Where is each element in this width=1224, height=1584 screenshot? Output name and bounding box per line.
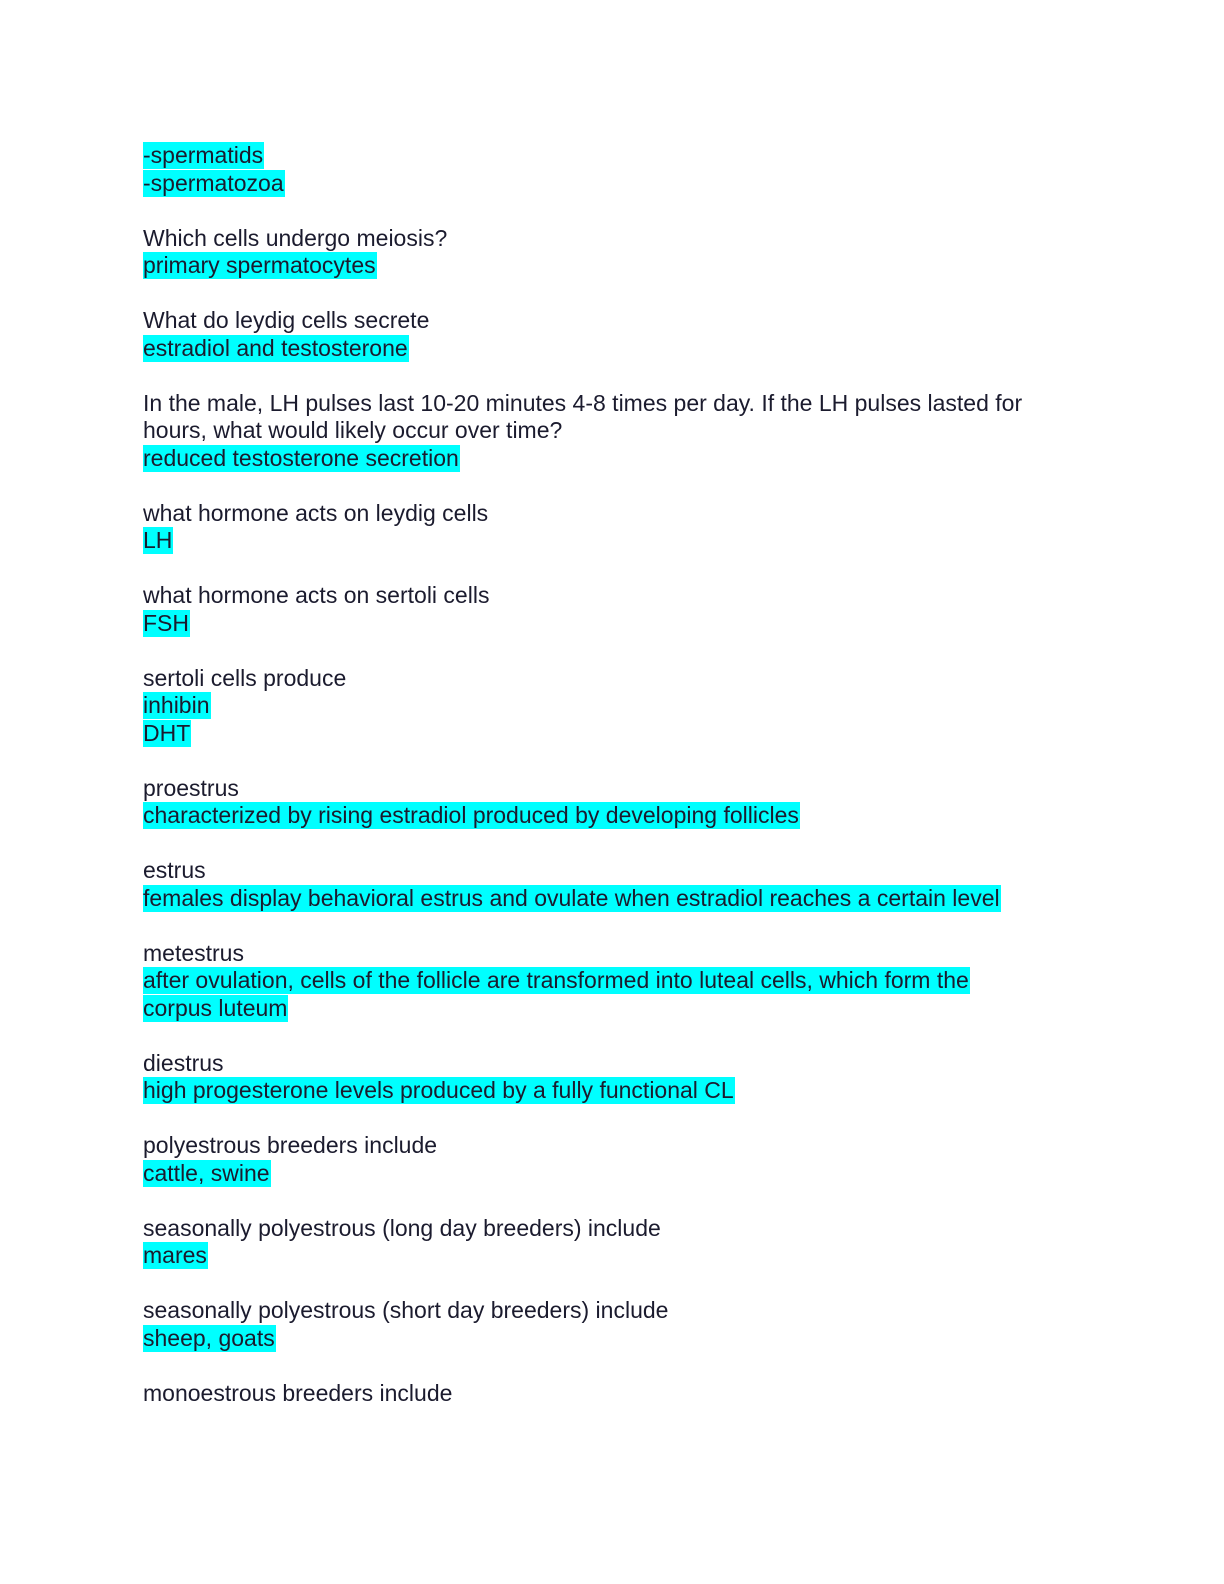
question-text: seasonally polyestrous (short day breeders) include: [143, 1297, 669, 1323]
answer-text: after ovulation, cells of the follicle are transformed into luteal cells, which form the: [143, 967, 969, 993]
answer-text: cattle, swine: [143, 1159, 270, 1186]
question-text: polyestrous breeders include: [143, 1132, 438, 1158]
answer-text: -spermatozoa: [143, 169, 284, 196]
qa-block: [143, 1297, 1083, 1352]
question-text: In the male, LH pulses last 10-20 minutes 4-8 times per day. If the LH pulses lasted for hours, what would likely occur over time?: [143, 389, 1023, 443]
qa-block: [143, 775, 1083, 830]
qa-block: [143, 500, 1083, 555]
qa-block: [143, 665, 1083, 748]
qa-block: [143, 1050, 1083, 1105]
qa-block: [143, 857, 1083, 912]
question-text: what hormone acts on sertoli cells: [143, 582, 490, 608]
question-text: Which cells undergo meiosis?: [143, 224, 448, 251]
answer-text: DHT: [143, 719, 191, 746]
answer-text: inhibin: [143, 692, 210, 718]
question-text: proestrus: [143, 774, 239, 801]
question-text: estrus: [143, 857, 206, 883]
question-text: diestrus: [143, 1049, 224, 1076]
question-text: metestrus: [143, 939, 244, 966]
answer-text: corpus luteum: [143, 994, 288, 1021]
answer-text: mares: [143, 1242, 207, 1268]
answer-text: FSH: [143, 609, 189, 636]
question-text: sertoli cells produce: [143, 664, 347, 691]
qa-block: [143, 307, 1083, 362]
qa-block: [143, 142, 1083, 197]
qa-block: [143, 1215, 1083, 1270]
qa-block: [143, 1380, 1083, 1408]
answer-text: sheep, goats: [143, 1324, 275, 1351]
answer-text: estradiol and testosterone: [143, 334, 408, 361]
qa-block: [143, 1132, 1083, 1187]
qa-block: [143, 390, 1083, 473]
qa-block: [143, 940, 1083, 1023]
qa-block: [143, 225, 1083, 280]
answer-text: characterized by rising estradiol produced by developing follicles: [143, 802, 799, 828]
question-text: monoestrous breeders include: [143, 1379, 453, 1406]
qa-block: [143, 582, 1083, 637]
question-text: What do leydig cells secrete: [143, 307, 430, 333]
answer-text: primary spermatocytes: [143, 252, 376, 278]
answer-text: high progesterone levels produced by a fully functional CL: [143, 1077, 734, 1103]
answer-text: females display behavioral estrus and ovulate when estradiol reaches a certain level: [143, 884, 1000, 911]
document-page: [143, 142, 1083, 1435]
answer-text: -spermatids: [143, 142, 264, 168]
question-text: what hormone acts on leydig cells: [143, 499, 489, 526]
answer-text: reduced testosterone secretion: [143, 444, 459, 471]
question-text: seasonally polyestrous (long day breeders) include: [143, 1214, 661, 1241]
answer-text: LH: [143, 527, 173, 553]
